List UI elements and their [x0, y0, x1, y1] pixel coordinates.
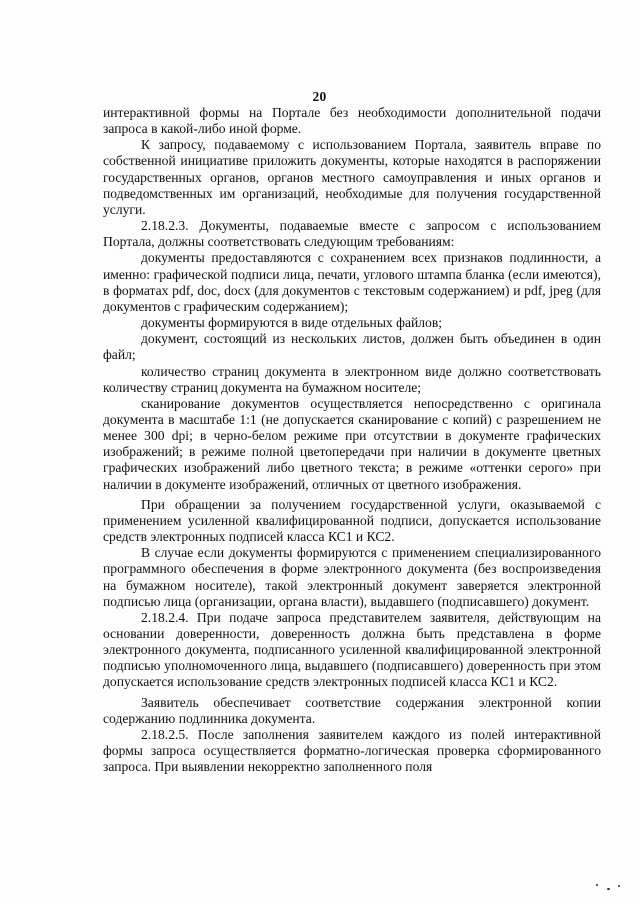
page-number: 20 — [312, 89, 327, 104]
scan-speck — [596, 884, 598, 886]
paragraph-continuation: интерактивной формы на Портале без необходимости дополнительной подачи запроса в какой-либо иной форме. — [103, 105, 601, 137]
scan-speck — [618, 885, 620, 887]
list-item-requirement: документы формируются в виде отдельных файлов; — [141, 315, 443, 331]
document-body — [103, 105, 601, 775]
paragraph: При обращении за получением государственной услуги, оказываемой с применением усиленной квалифицированной подписи, допускается использование средств электронных подписей класса КС1 и КС2. — [103, 496, 601, 545]
paragraph-section-2-18-2-4: 2.18.2.4. При подаче запроса представителем заявителя, действующим на основании доверенности, доверенность должна быть представлена в форме электронного документа, подписанного усиленной квалифицированной электронной подписью уполномоченного лица, выдавшего (подписавшего) доверенность при этом допускается использование средств электронных подписей класса КС1 и КС2. — [103, 609, 601, 690]
paragraph-section-2-18-2-3: 2.18.2.3. Документы, подаваемые вместе с запросом с использованием Портала, должны соответствовать следующим требованиям: — [103, 218, 601, 250]
paragraph: К запросу, подаваемому с использованием Портала, заявитель вправе по собственной инициативе приложить документы, которые находятся в распоряжении государственных органов, органов местного самоуправления и иных органов и подведомственных им организаций, необходимые для получения государственной услуги. — [103, 137, 601, 217]
scan-speck — [607, 888, 610, 890]
list-item-requirement: сканирование документов осуществляется непосредственно с оригинала документа в масштабе 1:1 (не допускается сканирование с копий) с разрешением не менее 300 dpi; в черно-белом режиме при отсутствии в документе графических изображений; в режиме полной цветопередачи при наличии в документе цветных графических изображений либо цветного текста; в режиме «оттенки серого» при наличии в документе изображений, отличных от цветного изображения. — [103, 395, 601, 492]
paragraph-section-2-18-2-5: 2.18.2.5. После заполнения заявителем каждого из полей интерактивной формы запроса осуществляется форматно-логическая проверка сформированного запроса. При выявлении некорректно заполненного поля — [103, 726, 601, 775]
paragraph: Заявитель обеспечивает соответствие содержания электронной копии содержанию подлинника документа. — [103, 694, 601, 726]
list-item-requirement: документ, состоящий из нескольких листов, должен быть объединен в один файл; — [103, 331, 601, 363]
list-item-requirement: количество страниц документа в электронном виде должно соответствовать количеству страниц документа на бумажном носителе; — [103, 363, 601, 395]
list-item-requirement: документы предоставляются с сохранением всех признаков подлинности, а именно: графической подписи лица, печати, углового штампа бланка (если имеются), в форматах pdf, doc, docx (для документов с текстовым содержанием) и pdf, jpeg (для документов с графическим содержанием); — [103, 250, 601, 314]
paragraph: В случае если документы формируются с применением специализированного программного обеспечения в форме электронного документа (без воспроизведения на бумажном носителе), такой электронный документ заверяется электронной подписью лица (организации, органа власти), выдавшего (подписавшего) документ. — [103, 545, 601, 609]
